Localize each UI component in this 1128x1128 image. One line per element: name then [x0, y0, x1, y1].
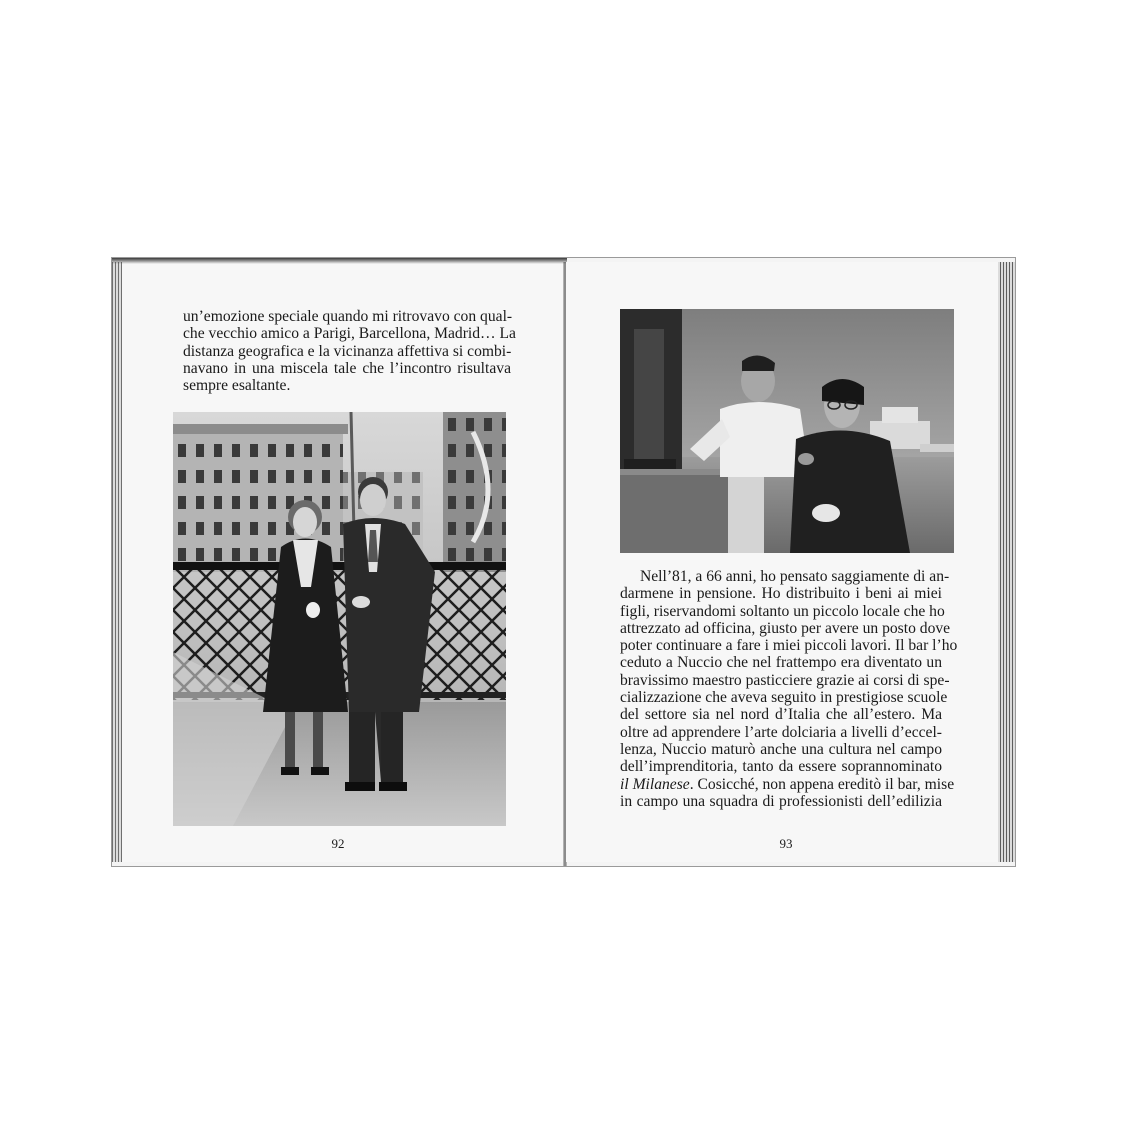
left-page	[122, 262, 565, 862]
text-line: un’emozione speciale quando mi ritrovavo con qual-	[183, 308, 513, 325]
text-line: bravissimo maestro pasticciere grazie ai corsi di spe-	[620, 671, 950, 689]
text-line: che vecchio amico a Parigi, Barcellona, Madrid… La	[183, 325, 516, 343]
text-line: darmene in pensione. Ho distribuito i beni ai miei	[620, 585, 942, 603]
text-line: poter continuare a fare i miei piccoli lavori. Il bar l’ho	[620, 637, 958, 655]
text-line: ceduto a Nuccio che nel frattempo era diventato un	[620, 654, 942, 672]
text-line: attrezzato ad officina, giusto per avere un posto dove	[620, 619, 951, 637]
text-line: dell’imprenditoria, tanto da essere soprannominato	[620, 758, 942, 776]
right-page-edges	[998, 262, 1015, 862]
right-page	[566, 262, 998, 862]
text-line: distanza geografica e la vicinanza affettiva si combi-	[183, 342, 512, 360]
page-number-left: 92	[331, 836, 345, 851]
text-fragment: . Cosicché, non appena ereditò il bar, mise	[689, 775, 955, 793]
page-number-right: 93	[779, 836, 793, 851]
text-line: lenza, Nuccio maturò anche una cultura nel campo	[620, 740, 942, 758]
left-paragraph	[183, 308, 516, 395]
photo-couple-by-sea	[620, 309, 954, 553]
left-page-edges	[112, 262, 122, 862]
top-shadow	[112, 258, 567, 264]
right-paragraph	[620, 568, 958, 810]
photo-couple-on-bridge	[173, 412, 506, 826]
text-line-mixed	[620, 775, 955, 793]
text-line: figli, riservandomi soltanto un piccolo locale che ho	[620, 602, 945, 620]
text-line: in campo una squadra di professionisti dell’edilizia	[620, 792, 942, 810]
text-line: oltre ad apprendere l’arte dolciaria a livelli d’eccel-	[620, 723, 942, 741]
text-line: sempre esaltante.	[183, 377, 291, 395]
text-line: cializzazione che aveva seguito in prestigiose scuole	[620, 689, 948, 707]
text-line: navano in una miscela tale che l’incontro risultava	[183, 359, 511, 377]
text-line: del settore sia nel nord d’Italia che all’estero. Ma	[620, 706, 942, 724]
italic-nickname: il Milanese	[620, 775, 690, 793]
text-line: Nell’81, a 66 anni, ho pensato saggiamente di an-	[640, 568, 950, 585]
